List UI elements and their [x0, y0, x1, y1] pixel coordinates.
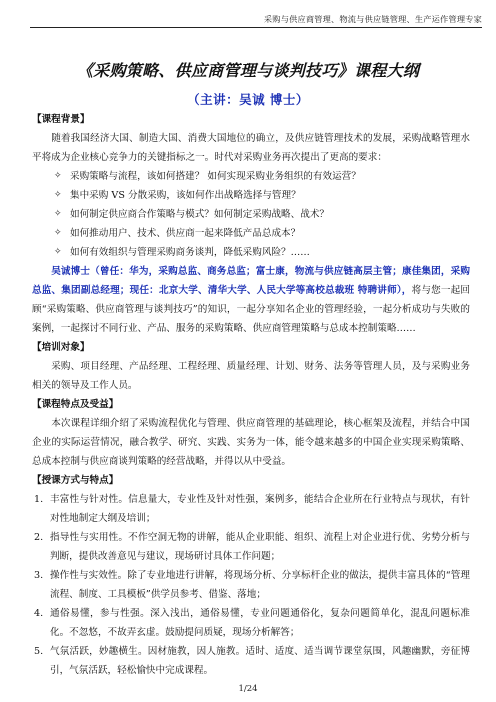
bullet-text: 集中采购 VS 分散采购，该如何作出战略选择与管理？ — [70, 190, 301, 201]
bullet-item — [32, 243, 470, 262]
page-number: 1/24 — [238, 684, 258, 694]
document-body — [32, 110, 470, 680]
bullet-item — [32, 224, 470, 243]
bullet-item — [32, 167, 470, 186]
diamond-bullet-icon: ✧ — [54, 171, 62, 181]
diamond-bullet-icon: ✧ — [54, 190, 62, 200]
method-item — [32, 528, 470, 566]
diamond-bullet-icon: ✧ — [54, 247, 62, 257]
diamond-bullet-icon: ✧ — [54, 228, 62, 238]
item-number: 3. — [34, 570, 44, 581]
features-text: 本次课程详细介绍了采购流程优化与管理、供应商管理的基础理论，核心框架及流程，并结合中国企业的实际运营情况，融合教学、研究、实践、实务为一体，能令越来越多的中国企业实现采购策略、总成本控制与供应商谈判策略的经营战略，并得以从中受益。 — [32, 418, 470, 467]
item-text: 通俗易懂，参与性强。深入浅出，通俗易懂，专业问题通俗化，复杂问题简单化，混乱问题标准化。不忽悠，不故弄玄虚。鼓励提问质疑，现场分析解答； — [50, 608, 470, 638]
item-number: 2. — [34, 532, 44, 543]
item-number: 1. — [34, 494, 44, 505]
background-intro: 随着我国经济大国、制造大国、消费大国地位的确立，及供应链管理技术的发展，采购战略管理水平将成为企业核心竞争力的关键指标之一。时代对采购业务再次提出了更高的要求： — [32, 133, 470, 163]
bullet-item — [32, 186, 470, 205]
section-heading-features: 【课程特点及受益】 — [32, 399, 119, 410]
teacher-description: 将与您一起回顾“采购策略、供应商管理与谈判技巧”的知识，一起分享知名企业的管理经验，一起分析成功与失败的案例，一起探讨不同行业、产品、服务的采购策略、供应商管理策略与总成本控制策略…… — [32, 285, 470, 334]
audience-text: 采购、项目经理、产品经理、工程经理、质量经理、计划、财务、法务等管理人员，及与采购业务相关的领导及工作人员。 — [32, 361, 470, 391]
lecturer-subtitle: （主讲：吴诚 博士） — [187, 92, 309, 107]
teacher-intro — [32, 262, 470, 338]
section-heading-background: 【课程背景】 — [32, 114, 90, 125]
page-header: 采购与供应商管理、物流与供应链管理、生产运作管理专家 — [263, 14, 482, 24]
section-heading-audience: 【培训对象】 — [32, 342, 90, 353]
method-item — [32, 604, 470, 642]
document-title: 《采购策略、供应商管理与谈判技巧》课程大纲 — [76, 61, 420, 80]
bullet-text: 如何有效组织与管理采购商务谈判，降低采购风险？…… — [70, 247, 310, 258]
bullet-text: 如何制定供应商合作策略与模式？如何制定采购战略、战术？ — [70, 209, 330, 220]
bullet-item — [32, 205, 470, 224]
item-text: 指导性与实用性。不作空洞无物的讲解，能从企业职能、组织、流程上对企业进行优、劣势分析与判断，提供改善意见与建议，现场研讨具体工作问题； — [50, 532, 470, 562]
item-text: 操作性与实效性。除了专业地进行讲解，将现场分析、分享标杆企业的做法，提供丰富具体的“管理流程、制度、工具模板”供学员参考、借鉴、落地； — [50, 570, 470, 600]
item-text: 气氛活跃，妙趣横生。因材施教，因人施教。适时、适度、适当调节课堂氛围，风趣幽默，旁征博引，气氛活跃，轻松愉快中完成课程。 — [50, 646, 470, 676]
item-number: 5. — [34, 646, 44, 657]
method-item — [32, 490, 470, 528]
diamond-bullet-icon: ✧ — [54, 209, 62, 219]
method-item — [32, 566, 470, 604]
teacher-highlight: 吴诚博士（曾任：华为，采购总监、商务总监；富士康，物流与供应链高层主管；康佳集团，采购总监、集团副总经理；现任：北京大学、清华大学、人民大学等高校总裁班 特聘讲师）， — [32, 266, 470, 296]
bullet-text: 如何推动用户、技术、供应商一起来降低产品总成本？ — [70, 228, 301, 239]
bullet-text: 采购策略与流程，该如何搭建？ 如何实现采购业务组织的有效运营？ — [70, 171, 361, 182]
item-number: 4. — [34, 608, 44, 619]
header-rule — [30, 27, 482, 28]
section-heading-method: 【授课方式与特点】 — [32, 475, 119, 486]
method-item — [32, 642, 470, 680]
item-text: 丰富性与针对性。信息量大，专业性及针对性强，案例多，能结合企业所在行业特点与现状，有针对性地制定大纲及培训； — [50, 494, 470, 524]
